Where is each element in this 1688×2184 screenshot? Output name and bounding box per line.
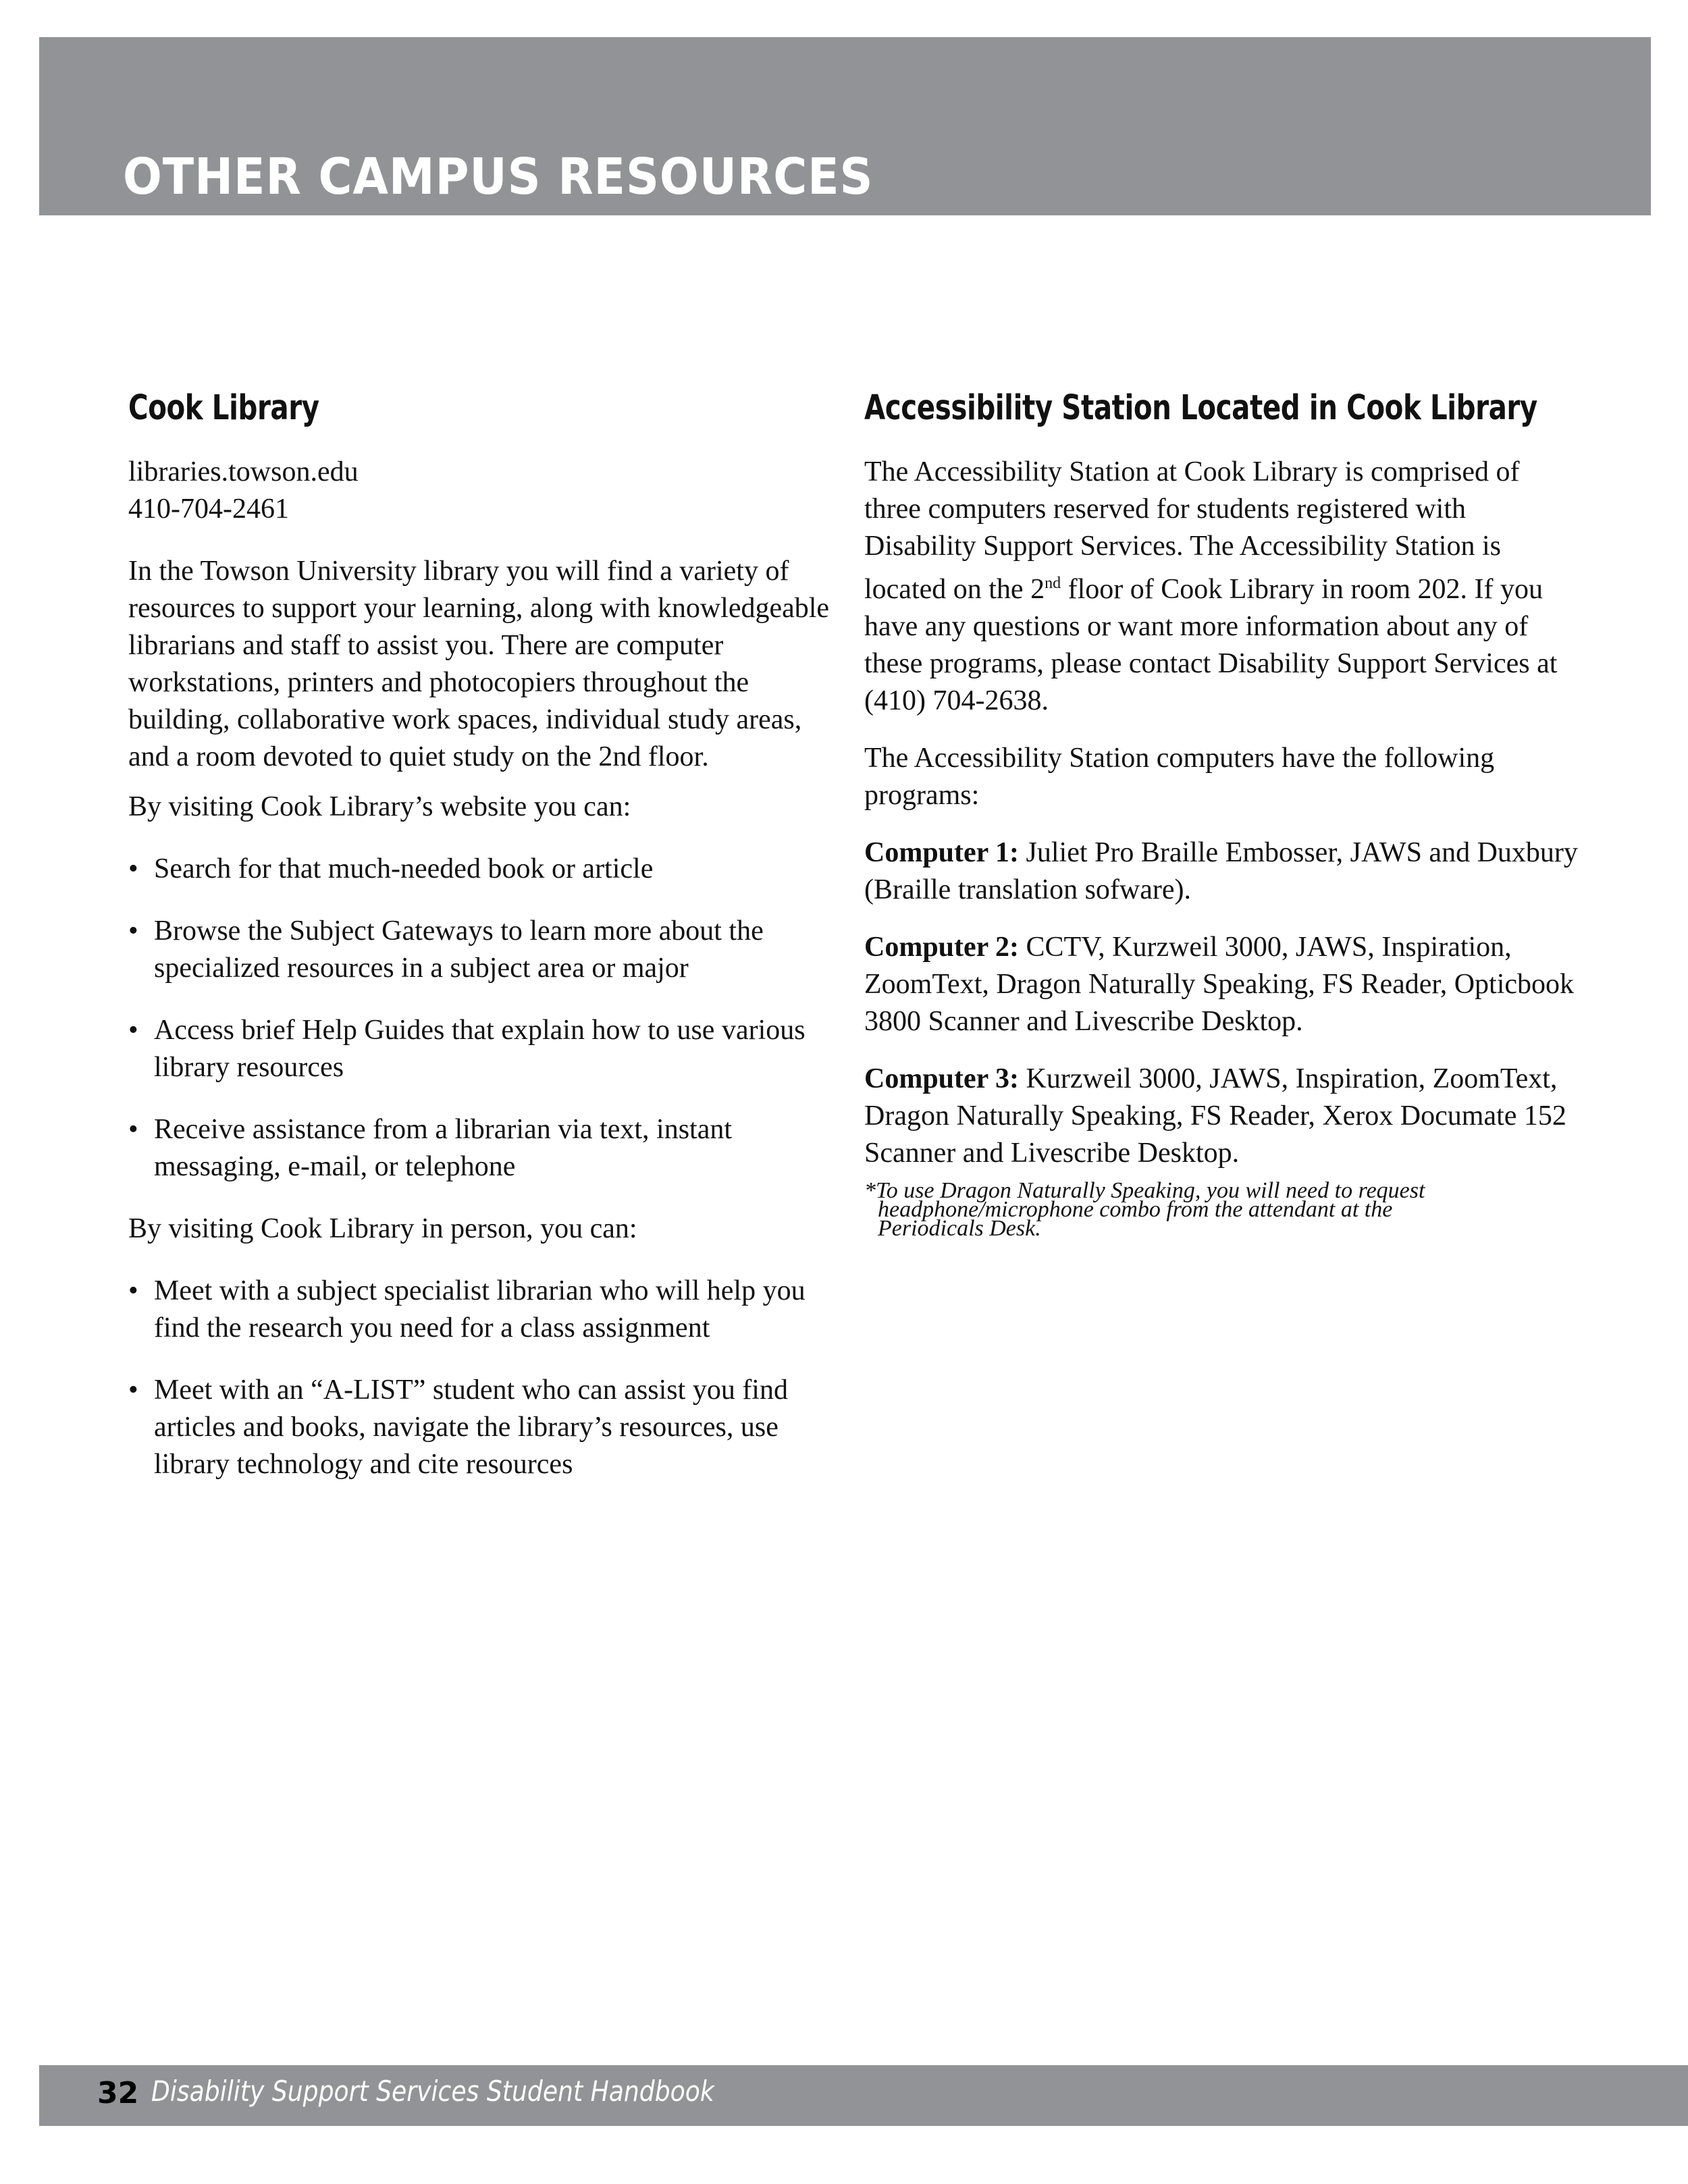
dragon-footnote: *To use Dragon Naturally Speaking, you will need to request headphone/microphone combo from the attendant at the Periodicals Desk. bbox=[864, 1178, 1425, 1241]
inperson-list bbox=[128, 1273, 837, 1483]
cook-library-heading: Cook Library bbox=[128, 388, 319, 428]
bullet-icon: • bbox=[128, 853, 138, 884]
station-intro: The Accessibility Station at Cook Library is comprised of three computers reserved for students registered with Disability Support Services. The Accessibility Station is located on the 2nd floor of Cook Library in room 202. If you have any questions or want more information about any of these programs, please contact Disability Support Services at (410) 704-2638. bbox=[864, 456, 1558, 716]
bullet-icon: • bbox=[128, 1275, 138, 1306]
list-item: • Meet with an “A-LIST” student who can assist you find articles and books, navigate the library’s resources, use library technology and cite resources bbox=[128, 1372, 837, 1483]
library-website[interactable]: libraries.towson.edu bbox=[128, 456, 359, 487]
computer-3: Computer 3: Kurzweil 3000, JAWS, Inspiration, ZoomText, Dragon Naturally Speaking, FS Reader, Xerox Documate 152 Scanner and Livescribe Desktop. bbox=[864, 1063, 1566, 1169]
bullet-icon: • bbox=[128, 1375, 138, 1406]
bullet-icon: • bbox=[128, 1114, 138, 1145]
accessibility-station-heading: Accessibility Station Located in Cook Library bbox=[864, 388, 1537, 428]
bullet-icon: • bbox=[128, 915, 138, 947]
page-number: 32 bbox=[97, 2076, 139, 2110]
computer-2: Computer 2: CCTV, Kurzweil 3000, JAWS, Inspiration, ZoomText, Dragon Naturally Speaking, FS Reader, Opticbook 3800 Scanner and Livescribe Desktop. bbox=[864, 932, 1575, 1037]
list-item: • Meet with a subject specialist librarian who will help you find the research you need for a class assignment bbox=[128, 1273, 837, 1347]
header-band bbox=[39, 37, 1651, 215]
library-phone: 410-704-2461 bbox=[128, 494, 289, 525]
list-item: • Browse the Subject Gateways to learn more about the specialized resources in a subject area or major bbox=[128, 913, 837, 987]
library-intro: In the Towson University library you will find a variety of resources to support your learning, along with knowledgeable librarians and staff to assist you. There are computer workstations, printers and photocopiers throughout the building, collaborative work spaces, individual study areas, and a room devoted to quiet study on the 2nd floor. bbox=[128, 556, 830, 772]
footer-title: Disability Support Services Student Handbook bbox=[151, 2075, 714, 2108]
website-list bbox=[128, 851, 837, 1186]
cook-library-section bbox=[128, 388, 837, 1508]
computer-1: Computer 1: Juliet Pro Braille Embosser, JAWS and Duxbury (Braille translation sofware). bbox=[864, 837, 1578, 905]
list-item: • Receive assistance from a librarian via text, instant messaging, e-mail, or telephone bbox=[128, 1111, 837, 1186]
accessibility-station-section bbox=[864, 388, 1580, 1241]
page-title: OTHER CAMPUS RESOURCES bbox=[123, 148, 874, 206]
list-item: • Search for that much-needed book or article bbox=[128, 851, 837, 888]
programs-lead: The Accessibility Station computers have the following programs: bbox=[864, 743, 1495, 811]
list-item: • Access brief Help Guides that explain how to use various library resources bbox=[128, 1012, 837, 1086]
contact-block bbox=[128, 454, 837, 528]
inperson-lead: By visiting Cook Library in person, you can: bbox=[128, 1213, 637, 1244]
bullet-icon: • bbox=[128, 1015, 138, 1046]
footer-band bbox=[39, 2065, 1688, 2126]
website-lead: By visiting Cook Library’s website you can: bbox=[128, 791, 631, 822]
